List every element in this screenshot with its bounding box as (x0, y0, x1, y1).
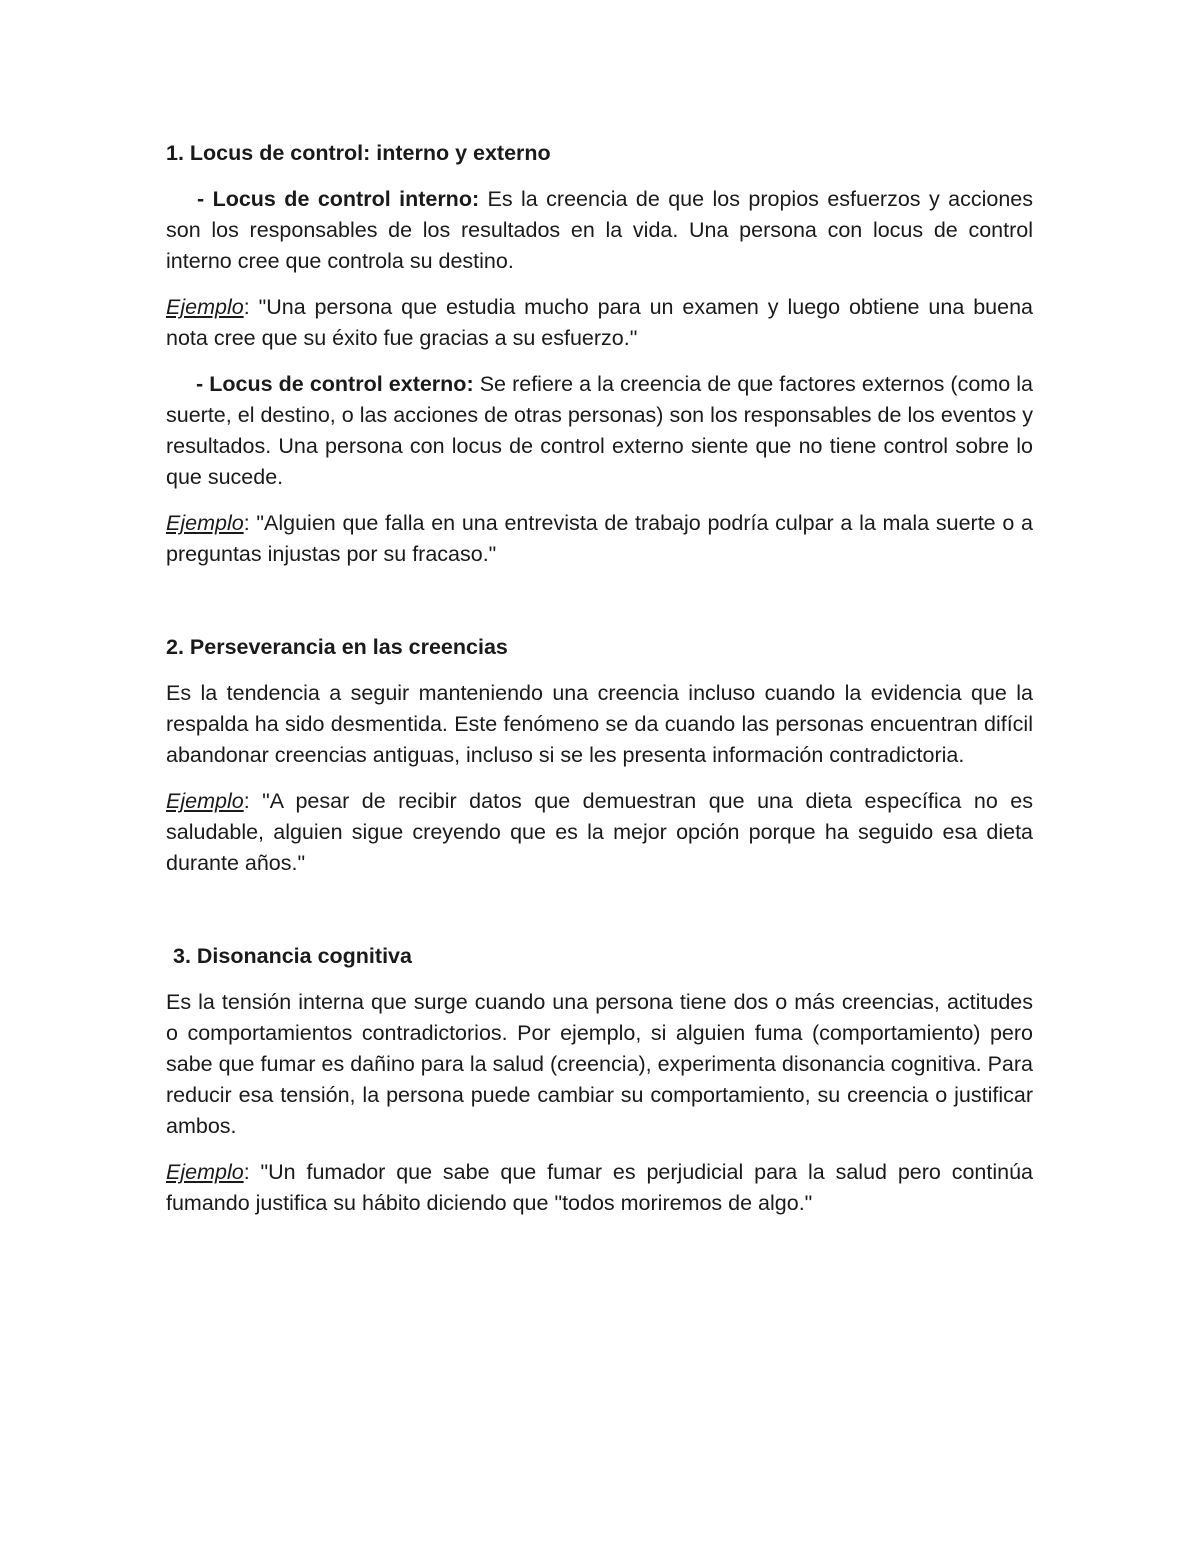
external-locus-term: - Locus de control externo: (196, 372, 474, 396)
external-locus-definition: Se refiere a la creencia de que factores externos (como la suerte, el destino, o las acciones de otras personas) son los responsables de los eventos y resultados. Una persona con locus de control externo siente que no tiene control sobre lo que sucede. (166, 372, 1033, 489)
section-3-example (166, 1157, 1033, 1219)
section-3-heading: 3. Disonancia cognitiva (173, 944, 412, 968)
internal-locus-definition: Es la creencia de que los propios esfuerzos y acciones son los responsables de los resultados en la vida. Una persona con locus de control interno cree que controla su destino. (166, 187, 1033, 273)
section-1-example-2 (166, 508, 1033, 570)
example-text: : "Un fumador que sabe que fumar es perjudicial para la salud pero continúa fumando justifica su hábito diciendo que "todos moriremos de algo." (166, 1160, 1033, 1215)
section-3-body: Es la tensión interna que surge cuando una persona tiene dos o más creencias, actitudes o comportamientos contradictorios. Por ejemplo, si alguien fuma (comportamiento) pero sabe que fumar es dañino para la salud (creencia), experimenta disonancia cognitiva. Para reducir esa tensión, la persona puede cambiar su comportamiento, su creencia o justificar ambos. (166, 990, 1033, 1138)
section-1-example-1 (166, 292, 1033, 354)
example-label: Ejemplo (166, 1160, 244, 1184)
section-1-internal-paragraph (166, 184, 1033, 277)
section-1-external-paragraph (166, 369, 1033, 493)
example-label: Ejemplo (166, 295, 244, 319)
section-spacer (166, 894, 1033, 941)
example-label: Ejemplo (166, 789, 244, 813)
section-1-heading: 1. Locus de control: interno y externo (166, 141, 551, 165)
example-text: : "A pesar de recibir datos que demuestran que una dieta específica no es saludable, alguien sigue creyendo que es la mejor opción porque ha seguido esa dieta durante años." (166, 789, 1033, 875)
document-body (166, 138, 1033, 1234)
section-2-body: Es la tendencia a seguir manteniendo una creencia incluso cuando la evidencia que la respalda ha sido desmentida. Este fenómeno se da cuando las personas encuentran difícil abandonar creencias antiguas, incluso si se les presenta información contradictoria. (166, 681, 1033, 767)
section-spacer (166, 585, 1033, 632)
example-text: : "Una persona que estudia mucho para un examen y luego obtiene una buena nota cree que su éxito fue gracias a su esfuerzo." (166, 295, 1033, 350)
internal-locus-term: - Locus de control interno: (197, 187, 480, 211)
example-text: : "Alguien que falla en una entrevista de trabajo podría culpar a la mala suerte o a preguntas injustas por su fracaso." (166, 511, 1033, 566)
section-2-heading: 2. Perseverancia en las creencias (166, 635, 508, 659)
section-2-example (166, 786, 1033, 879)
example-label: Ejemplo (166, 511, 244, 535)
